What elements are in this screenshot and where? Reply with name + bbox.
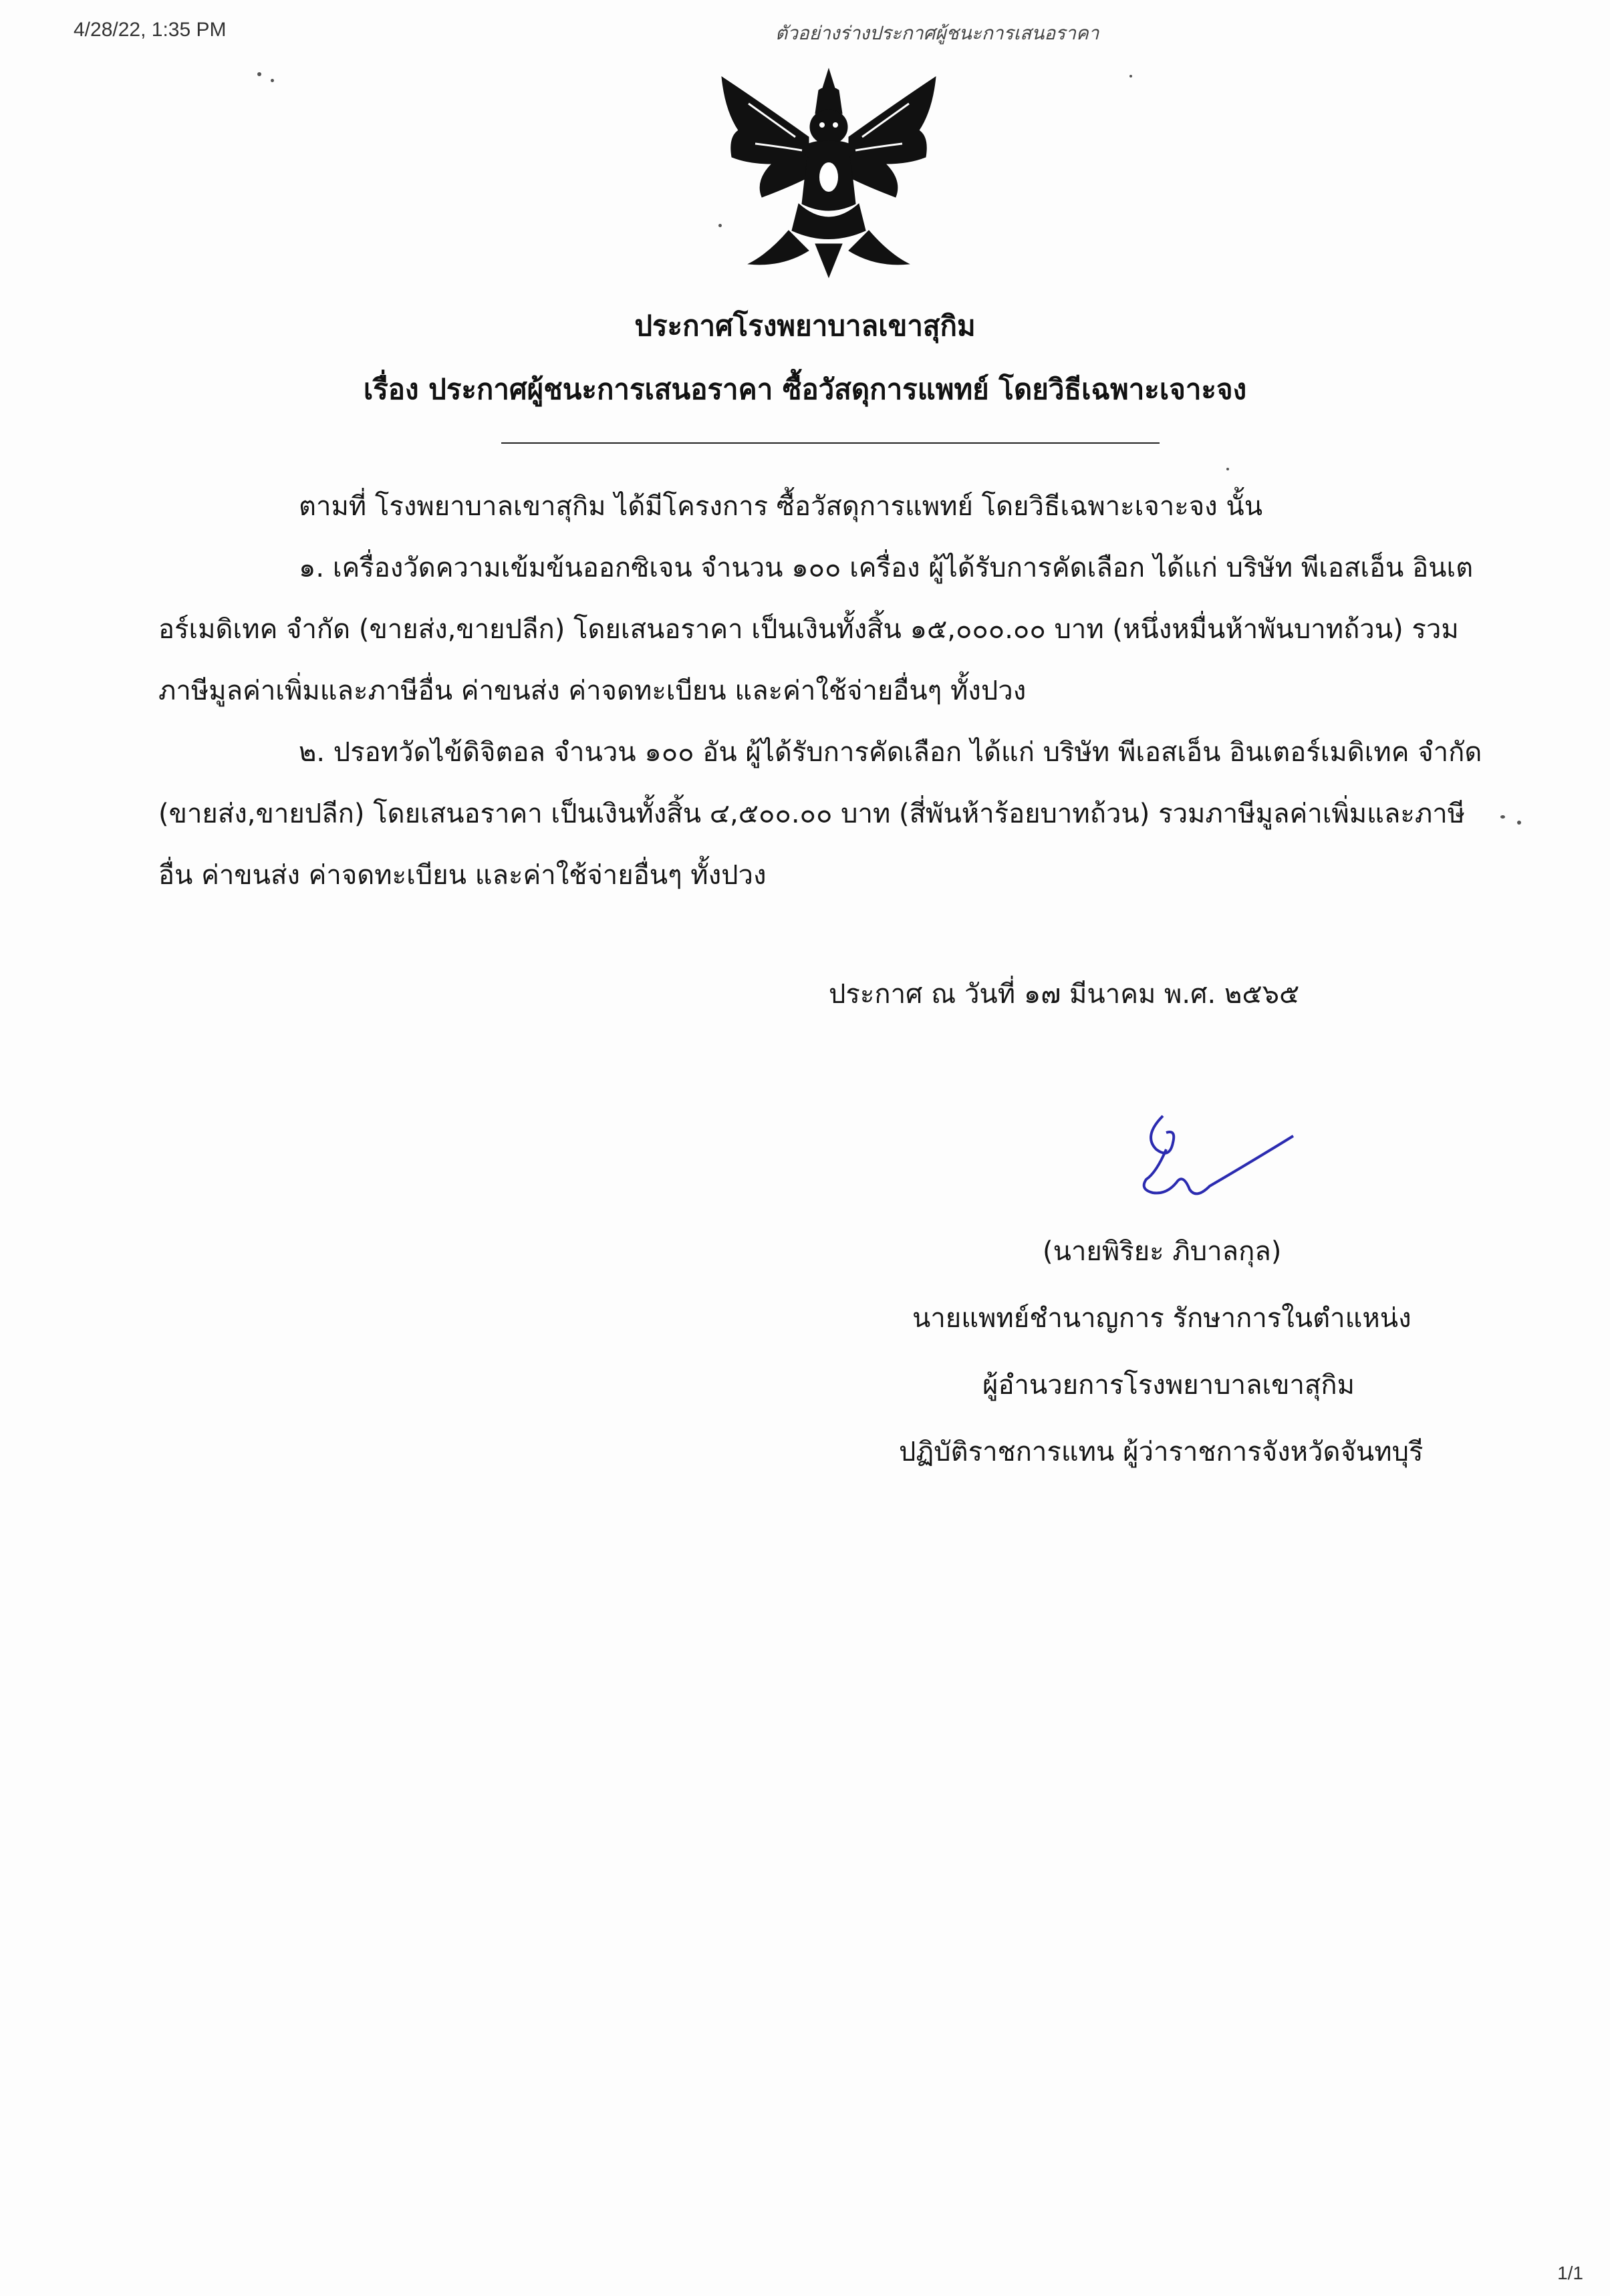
scan-speck	[1500, 815, 1505, 819]
scan-speck	[271, 79, 274, 82]
scan-speck	[1226, 468, 1229, 470]
print-date: 4/28/22, 1:35 PM	[74, 19, 227, 41]
announcement-subject: เรื่อง ประกาศผู้ชนะการเสนอราคา ซื้อวัสดุการแพทย์ โดยวิธีเฉพาะเจาะจง	[363, 373, 1247, 406]
scan-speck	[718, 224, 722, 227]
scan-speck	[257, 72, 261, 76]
print-title: ตัวอย่างร่างประกาศผู้ชนะการเสนอราคา	[775, 22, 1099, 44]
item-2-paragraph: ๒. ปรอทวัดไข้ดิจิตอล จำนวน ๑๐๐ อัน ผู้ได้รับการคัดเลือก ได้แก่ บริษัท พีเอสเอ็น อินเตอร์เมดิเทค จำกัด (ขายส่ง,ขายปลีก) โดยเสนอราคา เป็นเงินทั้งสิ้น ๔,๕๐๐.๐๐ บาท (สี่พันห้าร้อยบาทถ้วน) รวมภาษีมูลค่าเพิ่มและภาษีอื่น ค่าขนส่ง ค่าจดทะเบียน และค่าใช้จ่ายอื่นๆ ทั้งปวง	[158, 737, 1482, 891]
garuda-emblem-icon	[708, 63, 949, 284]
signer-position-3: ปฏิบัติราชการแทน ผู้ว่าราชการจังหวัดจันทบุรี	[899, 1437, 1424, 1467]
scan-speck	[1517, 821, 1521, 825]
signature-icon	[1136, 1109, 1310, 1209]
scan-speck	[1129, 75, 1132, 78]
announcement-title: ประกาศโรงพยาบาลเขาสุกิม	[634, 309, 976, 342]
intro-paragraph: ตามที่ โรงพยาบาลเขาสุกิม ได้มีโครงการ ซื้อวัสดุการแพทย์ โดยวิธีเฉพาะเจาะจง นั้น	[299, 491, 1263, 522]
signer-position-1: นายแพทย์ชำนาญการ รักษาการในตำแหน่ง	[912, 1303, 1412, 1334]
signer-position-2: ผู้อำนวยการโรงพยาบาลเขาสุกิม	[982, 1370, 1355, 1401]
divider	[501, 442, 1160, 444]
page-number: 1/1	[1557, 2263, 1583, 2283]
announcement-date: ประกาศ ณ วันที่ ๑๗ มีนาคม พ.ศ. ๒๕๖๕	[829, 979, 1300, 1010]
item-1-paragraph: ๑. เครื่องวัดความเข้มข้นออกซิเจน จำนวน ๑๐๐ เครื่อง ผู้ได้รับการคัดเลือก ได้แก่ บริษัท พีเอสเอ็น อินเตอร์เมดิเทค จำกัด (ขายส่ง,ขายปลีก) โดยเสนอราคา เป็นเงินทั้งสิ้น ๑๕,๐๐๐.๐๐ บาท (หนึ่งหมื่นห้าพันบาทถ้วน) รวมภาษีมูลค่าเพิ่มและภาษีอื่น ค่าขนส่ง ค่าจดทะเบียน และค่าใช้จ่ายอื่นๆ ทั้งปวง	[158, 553, 1474, 706]
signer-name: (นายพิริยะ ภิบาลกุล)	[1043, 1236, 1282, 1267]
